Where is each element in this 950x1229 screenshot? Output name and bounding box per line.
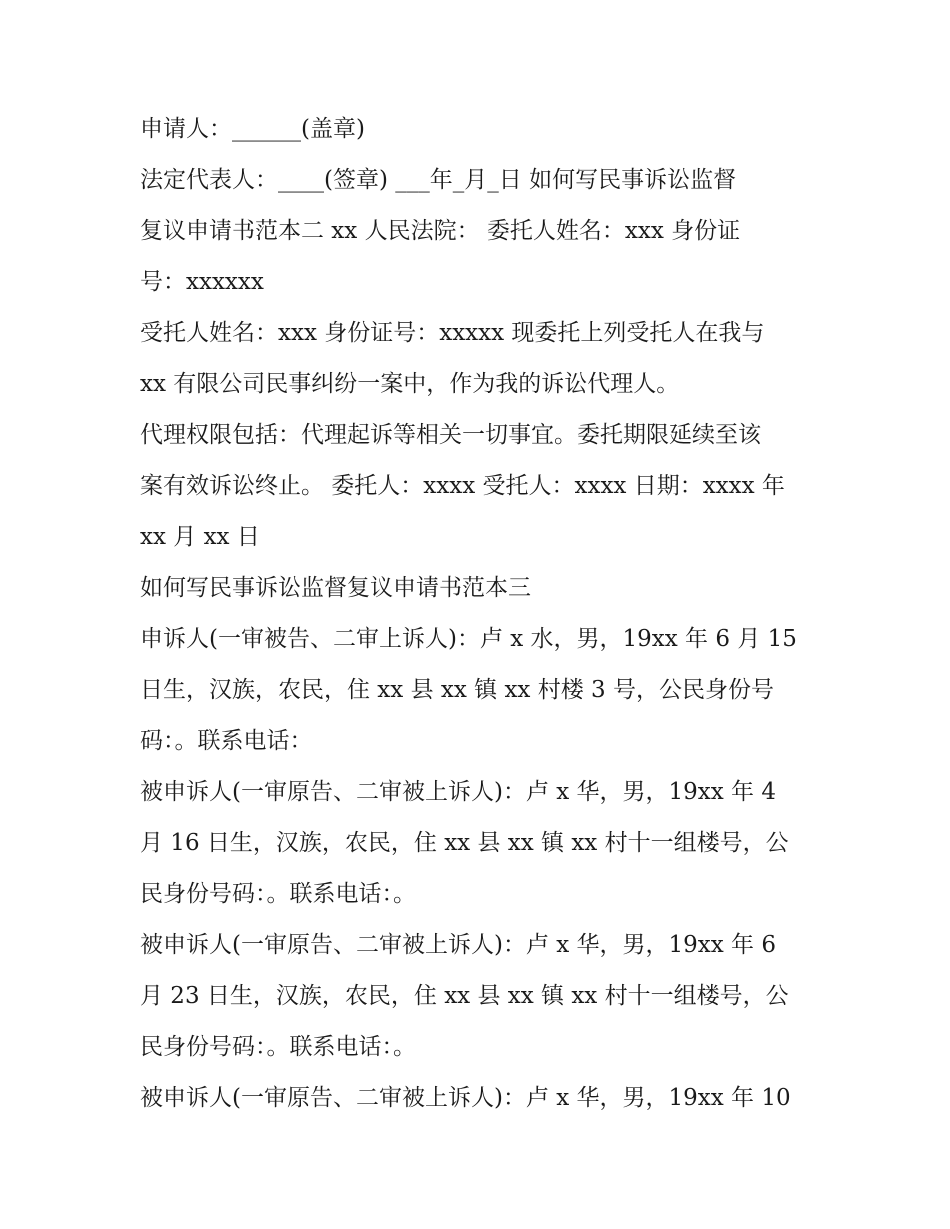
- text-line: 被申诉人(一审原告、二审被上诉人)：卢 x 华，男，19xx 年 6: [140, 932, 777, 958]
- text-line: 案有效诉讼终止。 委托人：xxxx 受托人：xxxx 日期：xxxx 年: [140, 473, 785, 499]
- text-line: 码：。联系电话：: [140, 728, 313, 754]
- text-line: 民身份号码：。联系电话：。: [140, 1034, 416, 1060]
- text-line: 申诉人(一审被告、二审上诉人)：卢 x 水，男，19xx 年 6 月 15: [140, 626, 797, 652]
- text-line: 受托人姓名：xxx 身份证号：xxxxx 现委托上列受托人在我与: [140, 320, 765, 346]
- text-line: 复议申请书范本二 xx 人民法院： 委托人姓名：xxx 身份证: [140, 218, 741, 244]
- text-line: 申请人：______(盖章): [140, 116, 365, 142]
- section-heading: 如何写民事诉讼监督复议申请书范本三: [140, 575, 531, 601]
- text-line: 号：xxxxxx: [140, 269, 264, 295]
- text-line: 法定代表人：____(签章) ___年_月_日 如何写民事诉讼监督: [140, 167, 737, 193]
- text-line: 月 23 日生，汉族，农民，住 xx 县 xx 镇 xx 村十一组楼号，公: [140, 983, 789, 1009]
- text-line: 被申诉人(一审原告、二审被上诉人)：卢 x 华，男，19xx 年 10: [140, 1085, 791, 1111]
- text-line: 月 16 日生，汉族，农民，住 xx 县 xx 镇 xx 村十一组楼号，公: [140, 830, 789, 856]
- text-line: xx 有限公司民事纠纷一案中，作为我的诉讼代理人。: [140, 371, 680, 397]
- text-line: 民身份号码：。联系电话：。: [140, 881, 416, 907]
- text-line: 日生，汉族，农民，住 xx 县 xx 镇 xx 村楼 3 号，公民身份号: [140, 677, 774, 703]
- text-line: 被申诉人(一审原告、二审被上诉人)：卢 x 华，男，19xx 年 4: [140, 779, 777, 805]
- text-line: xx 月 xx 日: [140, 524, 260, 550]
- text-line: 代理权限包括：代理起诉等相关一切事宜。委托期限延续至该: [140, 422, 761, 448]
- document-body: [140, 104, 820, 1124]
